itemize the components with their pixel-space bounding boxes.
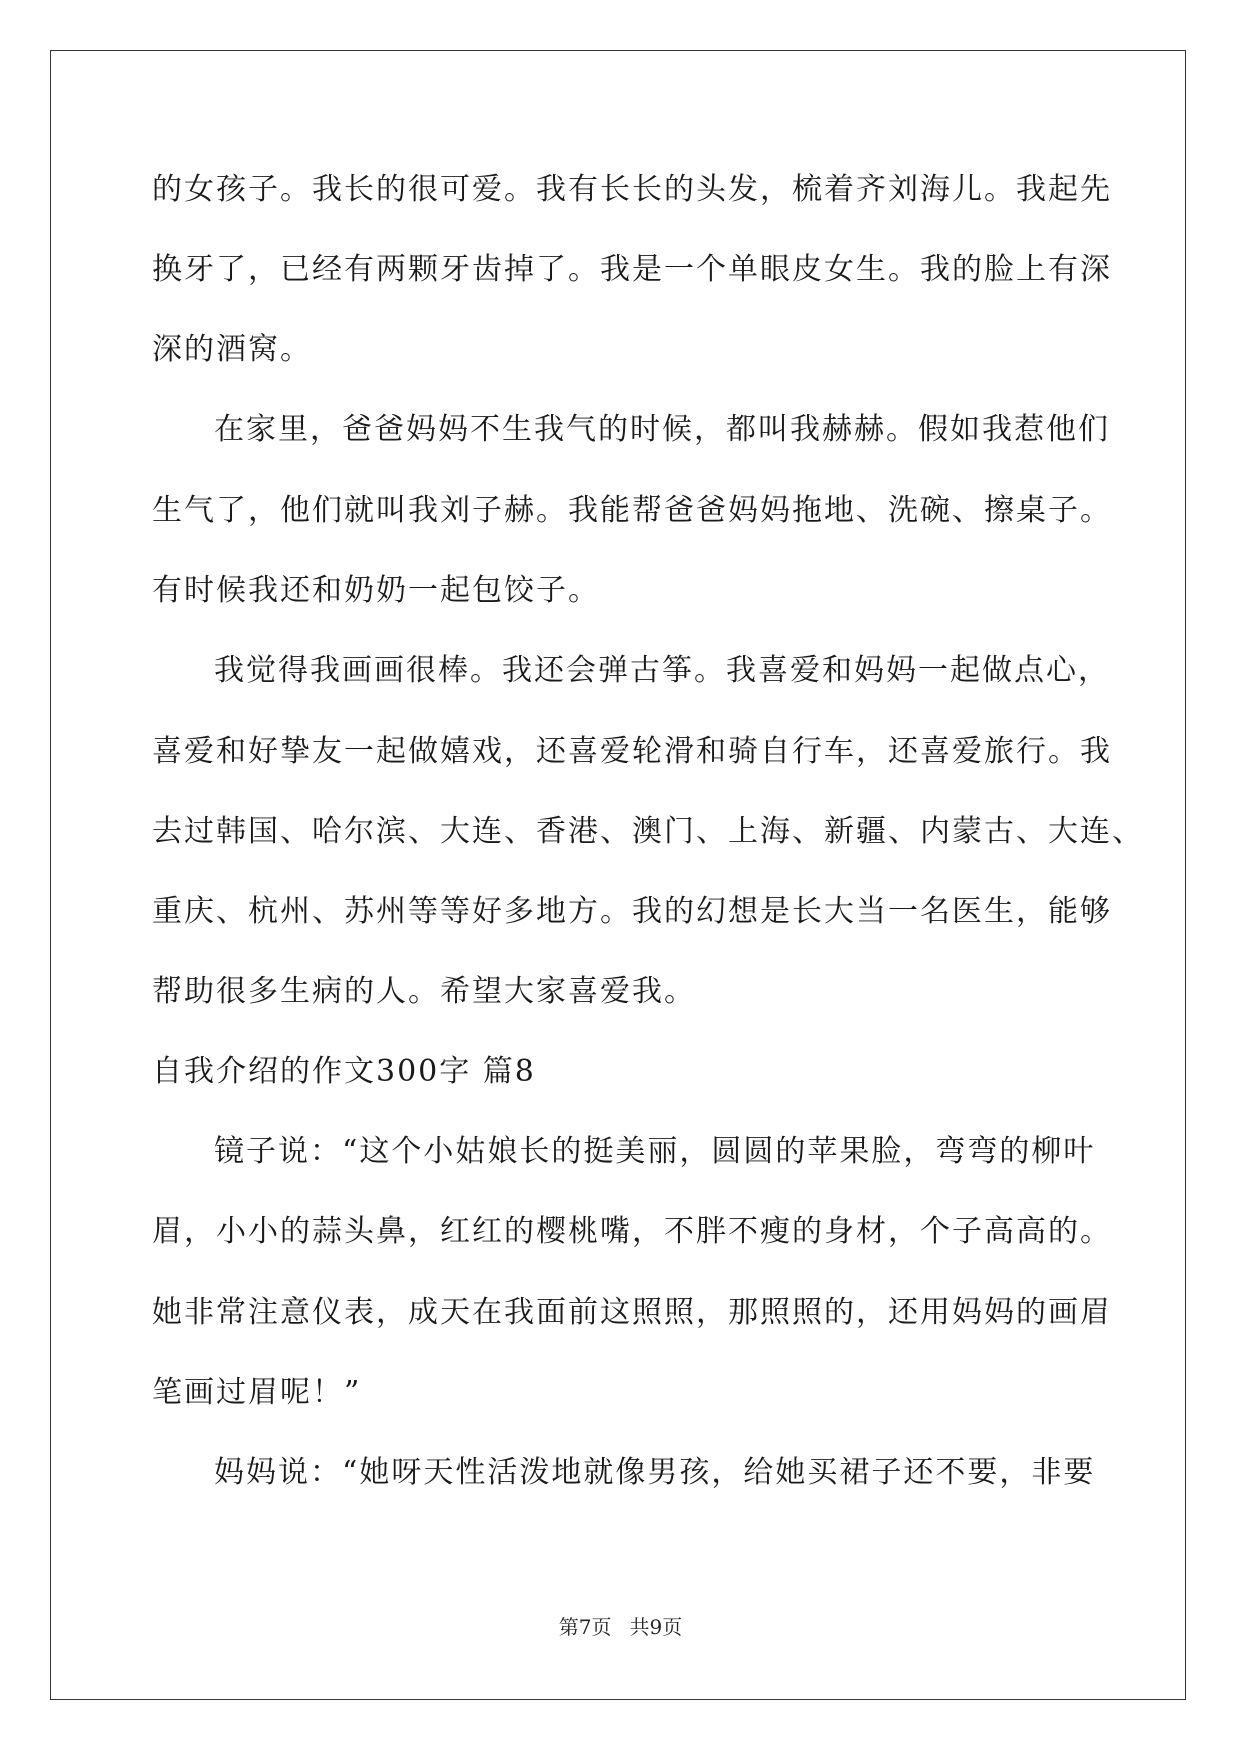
page-number-total: 共9页 — [629, 1615, 683, 1639]
paragraph-line: 帮助很多生病的人。希望大家喜爱我。 — [152, 974, 696, 1009]
paragraph-line: 妈妈说：“她呀天性活泼地就像男孩，给她买裙子还不要，非要 — [214, 1455, 1096, 1490]
paragraph-line: 的女孩子。我长的很可爱。我有长长的头发，梳着齐刘海儿。我起先 — [152, 172, 1112, 207]
paragraph-line: 换牙了，已经有两颗牙齿掉了。我是一个单眼皮女生。我的脸上有深 — [152, 252, 1112, 287]
paragraph-line: 去过韩国、哈尔滨、大连、香港、澳门、上海、新疆、内蒙古、大连、 — [152, 814, 1144, 849]
paragraph-line: 眉，小小的蒜头鼻，红红的樱桃嘴，不胖不瘦的身材，个子高高的。 — [152, 1214, 1112, 1249]
paragraph-line: 镜子说：“这个小姑娘长的挺美丽，圆圆的苹果脸，弯弯的柳叶 — [214, 1134, 1096, 1169]
paragraph-line: 深的酒窝。 — [152, 332, 312, 367]
paragraph-line: 生气了，他们就叫我刘子赫。我能帮爸爸妈妈拖地、洗碗、擦桌子。 — [152, 493, 1112, 528]
page-number-current: 第7页 — [558, 1615, 612, 1639]
paragraph-line: 在家里，爸爸妈妈不生我气的时候，都叫我赫赫。假如我惹他们 — [214, 412, 1110, 447]
paragraph-line: 重庆、杭州、苏州等等好多地方。我的幻想是长大当一名医生，能够 — [152, 894, 1112, 929]
paragraph-line: 笔画过眉呢！” — [152, 1375, 362, 1410]
paragraph-line: 喜爱和好挚友一起做嬉戏，还喜爱轮滑和骑自行车，还喜爱旅行。我 — [152, 734, 1112, 769]
paragraph-line: 她非常注意仪表，成天在我面前这照照，那照照的，还用妈妈的画眉 — [152, 1295, 1112, 1330]
section-heading: 自我介绍的作文300字 篇8 — [152, 1054, 536, 1089]
paragraph-line: 我觉得我画画很棒。我还会弹古筝。我喜爱和妈妈一起做点心， — [214, 653, 1110, 688]
page-footer — [0, 1611, 1241, 1640]
paragraph-line: 有时候我还和奶奶一起包饺子。 — [152, 573, 600, 608]
